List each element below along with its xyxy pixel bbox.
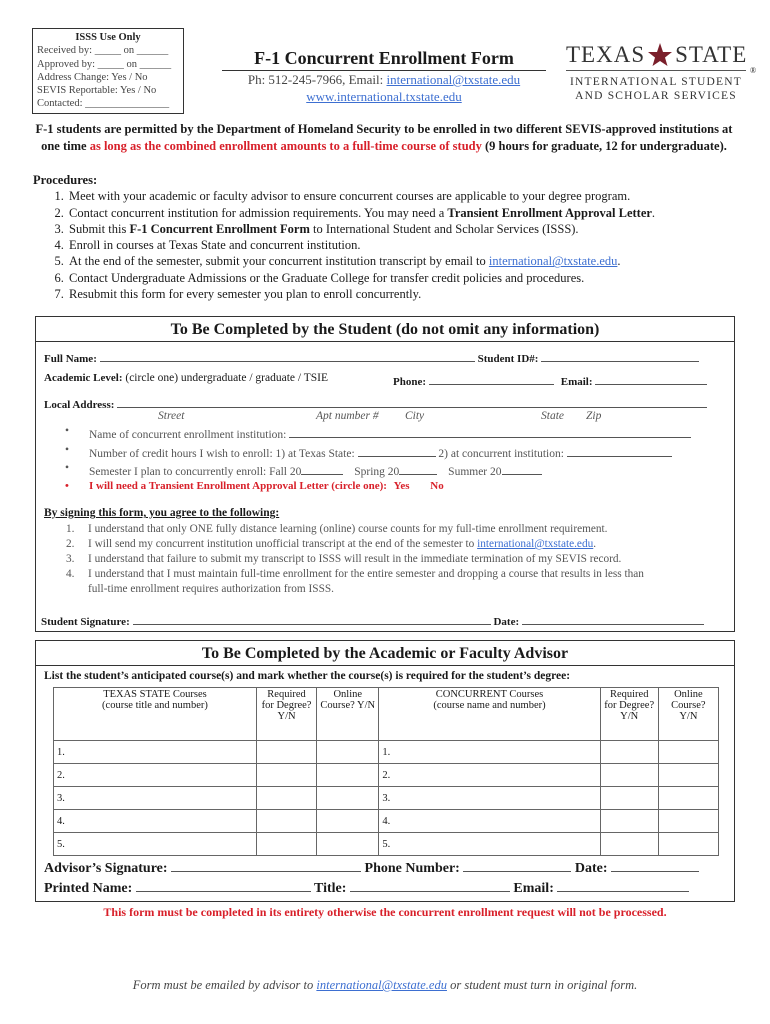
table-row [54, 833, 719, 856]
isss-use-only-box [32, 28, 184, 114]
local-address-label: Local Address: [44, 399, 115, 411]
procedure-item: 4. Enroll in courses at Texas State and concurrent institution. [67, 237, 733, 253]
star-icon [647, 42, 673, 68]
contact-line [222, 72, 546, 88]
address-street-label: Street [158, 410, 185, 422]
agreement-email-link[interactable]: international@txstate.edu [477, 538, 594, 550]
procedures-section [33, 172, 733, 302]
academic-level-options[interactable]: (circle one) undergraduate / graduate / TSIE [125, 372, 329, 384]
table-row [54, 741, 719, 764]
agreement-list: 1. I understand that only ONE fully distance learning (online) course counts for my full-time enrollment requirement. 2. I will send my concurrent institution unofficial transcript at the end of the semester to international@txstate.edu. 3. I understand that failure to submit my transcript to ISSS will result in the immediate termination of my SEVIS record. 4. I understand that I must maintain full-time enrollment for the entire semester and dropping a course that results in less than full-time enrollment requires authorization from ISSS. [66, 523, 644, 595]
bullet-institution: • Name of concurrent enrollment institution: [89, 425, 691, 441]
website-link[interactable]: www.international.txstate.edu [306, 89, 462, 104]
local-address-field[interactable] [117, 395, 707, 408]
required-cell[interactable] [600, 764, 658, 787]
online-cell[interactable] [658, 764, 718, 787]
logo-left-word: TEXAS [566, 42, 646, 67]
advisor-date-label: Date: [574, 861, 608, 876]
student-date-label: Date: [493, 616, 520, 628]
required-cell[interactable] [256, 787, 316, 810]
phone-label: Phone: [393, 376, 426, 388]
procedure-item: 1. Meet with your academic or faculty advisor to ensure concurrent courses are applicable to your degree program. [67, 188, 733, 204]
concurrent-hours-field[interactable] [567, 444, 672, 457]
intro-paragraph [34, 121, 734, 155]
required-cell[interactable] [600, 741, 658, 764]
concurrent-course-cell[interactable]: 5. [379, 833, 600, 856]
concurrent-course-cell[interactable]: 1. [379, 741, 600, 764]
student-section-title: To Be Completed by the Student (do not omit any information) [36, 317, 734, 342]
completion-warning: This form must be completed in its entirety otherwise the concurrent enrollment request will not be processed. [103, 905, 667, 919]
col-texas-state-courses: TEXAS STATE Courses (course title and number) [54, 688, 257, 741]
required-cell[interactable] [600, 810, 658, 833]
advisor-title-label: Title: [314, 881, 347, 896]
logo-line1: INTERNATIONAL STUDENT [569, 76, 743, 88]
logo-line2: AND SCHOLAR SERVICES [575, 90, 737, 102]
required-cell[interactable] [600, 787, 658, 810]
spring-year-field[interactable] [399, 462, 437, 475]
table-row [54, 764, 719, 787]
summer-year-field[interactable] [502, 462, 542, 475]
online-cell[interactable] [317, 741, 379, 764]
use-box-line: Contacted: ________________ [37, 98, 170, 110]
bullet-credit-hours: • Number of credit hours I wish to enroll: 1) at Texas State: 2) at concurrent institution: [89, 444, 672, 460]
academic-level-label: Academic Level: [44, 372, 123, 384]
transient-yes-option[interactable]: Yes [393, 480, 410, 492]
procedures-heading: Procedures: [33, 173, 98, 187]
agreement-heading: By signing this form, you agree to the following: [44, 507, 280, 519]
advisor-signature-label: Advisor’s Signature: [44, 861, 168, 876]
required-cell[interactable] [256, 741, 316, 764]
address-city-label: City [405, 410, 425, 422]
online-cell[interactable] [658, 810, 718, 833]
texas-course-cell[interactable]: 3. [54, 787, 257, 810]
col-required-2: Required for Degree? Y/N [600, 688, 658, 741]
address-state-label: State [541, 410, 564, 422]
address-apt-label: Apt number # [316, 410, 379, 422]
online-cell[interactable] [658, 833, 718, 856]
col-online-2: Online Course? Y/N [658, 688, 718, 741]
transient-no-option[interactable]: No [430, 480, 444, 492]
advisor-email-field[interactable] [557, 877, 689, 892]
student-date-field[interactable] [522, 612, 704, 625]
online-cell[interactable] [317, 764, 379, 787]
required-cell[interactable] [256, 810, 316, 833]
procedure-item: 2. Contact concurrent institution for admission requirements. You may need a Transient Enrollment Approval Letter. [67, 205, 733, 221]
procedure-item: 5. At the end of the semester, submit your concurrent institution transcript by email to international@txstate.edu. [67, 253, 733, 269]
advisor-section-title: To Be Completed by the Academic or Faculty Advisor [36, 641, 734, 666]
email-label: Email: [560, 376, 593, 388]
table-row [54, 787, 719, 810]
texas-course-cell[interactable]: 5. [54, 833, 257, 856]
texas-state-logo [566, 42, 756, 103]
advisor-phone-label: Phone Number: [364, 861, 460, 876]
texas-state-hours-field[interactable] [358, 444, 436, 457]
use-box-line: Approved by: _____ on ______ [37, 58, 172, 70]
col-online-1: Online Course? Y/N [317, 688, 379, 741]
texas-course-cell[interactable]: 4. [54, 810, 257, 833]
concurrent-course-cell[interactable]: 3. [379, 787, 600, 810]
full-name-label: Full Name: [44, 353, 97, 365]
printed-name-field[interactable] [136, 877, 311, 892]
required-cell[interactable] [256, 833, 316, 856]
student-signature-field[interactable] [133, 612, 491, 625]
advisor-signature-field[interactable] [171, 857, 361, 872]
use-box-line: Address Change: Yes / No [37, 71, 148, 83]
procedures-list [33, 188, 733, 302]
email-link[interactable]: international@txstate.edu [386, 72, 521, 87]
fall-year-field[interactable] [301, 462, 343, 475]
use-box-line: Received by: _____ on ______ [37, 45, 169, 57]
address-zip-label: Zip [586, 410, 602, 422]
online-cell[interactable] [658, 787, 718, 810]
courses-table [53, 687, 719, 856]
full-name-field[interactable] [100, 349, 475, 362]
required-cell[interactable] [256, 764, 316, 787]
intro-part1: F-1 students are permitted by the Department of Homeland Security to be enrolled in two different SEVIS-approved institutions at one time [35, 122, 733, 153]
advisor-email-label: Email: [513, 881, 554, 896]
institution-field[interactable] [289, 425, 691, 438]
concurrent-course-cell[interactable]: 2. [379, 764, 600, 787]
phone-email-prefix: Ph: 512-245-7966, Email: [247, 72, 387, 87]
use-box-title: ISSS Use Only [75, 32, 141, 43]
bullet-transient-letter: • I will need a Transient Enrollment Approval Letter (circle one): Yes No [89, 480, 444, 492]
texas-course-cell[interactable]: 2. [54, 764, 257, 787]
procedure-item: 6. Contact Undergraduate Admissions or the Graduate College for transfer credit policies and procedures. [67, 270, 733, 286]
logo-right-word: STATE [675, 42, 748, 67]
intro-part3: (9 hours for graduate, 12 for undergraduate). [481, 139, 727, 153]
advisor-phone-field[interactable] [463, 857, 571, 872]
online-cell[interactable] [317, 787, 379, 810]
submission-note: Form must be emailed by advisor to international@txstate.edu or student must turn in original form. [132, 978, 638, 992]
bullet-semester: • Semester I plan to concurrently enroll: Fall 20 Spring 20 Summer 20 [89, 462, 542, 478]
advisor-instruction: List the student’s anticipated course(s) and mark whether the course(s) is required for the student’s degree: [44, 670, 571, 682]
col-required-1: Required for Degree? Y/N [256, 688, 316, 741]
transcript-email-link[interactable]: international@txstate.edu [488, 254, 618, 269]
texas-course-cell[interactable]: 1. [54, 741, 257, 764]
online-cell[interactable] [658, 741, 718, 764]
email-field[interactable] [595, 372, 707, 385]
table-row [54, 810, 719, 833]
use-box-line: SEVIS Reportable: Yes / No [37, 85, 157, 97]
student-id-label: Student ID#: [477, 353, 539, 365]
form-title: F-1 Concurrent Enrollment Form [222, 48, 546, 71]
concurrent-course-cell[interactable]: 4. [379, 810, 600, 833]
student-id-field[interactable] [541, 349, 699, 362]
advisor-section [35, 640, 735, 902]
website-line [222, 89, 546, 105]
student-section [35, 316, 735, 632]
phone-field[interactable] [429, 372, 554, 385]
advisor-date-field[interactable] [611, 857, 699, 872]
advisor-title-field[interactable] [350, 877, 510, 892]
intro-emphasis: as long as the combined enrollment amounts to a full-time course of study [89, 139, 482, 153]
registered-mark: ® [750, 66, 757, 75]
procedure-item: 7. Resubmit this form for every semester you plan to enroll concurrently. [67, 286, 733, 302]
footer-email-link[interactable]: international@txstate.edu [316, 978, 447, 992]
online-cell[interactable] [317, 833, 379, 856]
student-signature-label: Student Signature: [41, 616, 130, 628]
required-cell[interactable] [600, 833, 658, 856]
procedure-item: 3. Submit this F-1 Concurrent Enrollment Form to International Student and Scholar Services (ISSS). [67, 221, 733, 237]
online-cell[interactable] [317, 810, 379, 833]
printed-name-label: Printed Name: [44, 881, 133, 896]
col-concurrent-courses: CONCURRENT Courses (course name and number) [379, 688, 600, 741]
